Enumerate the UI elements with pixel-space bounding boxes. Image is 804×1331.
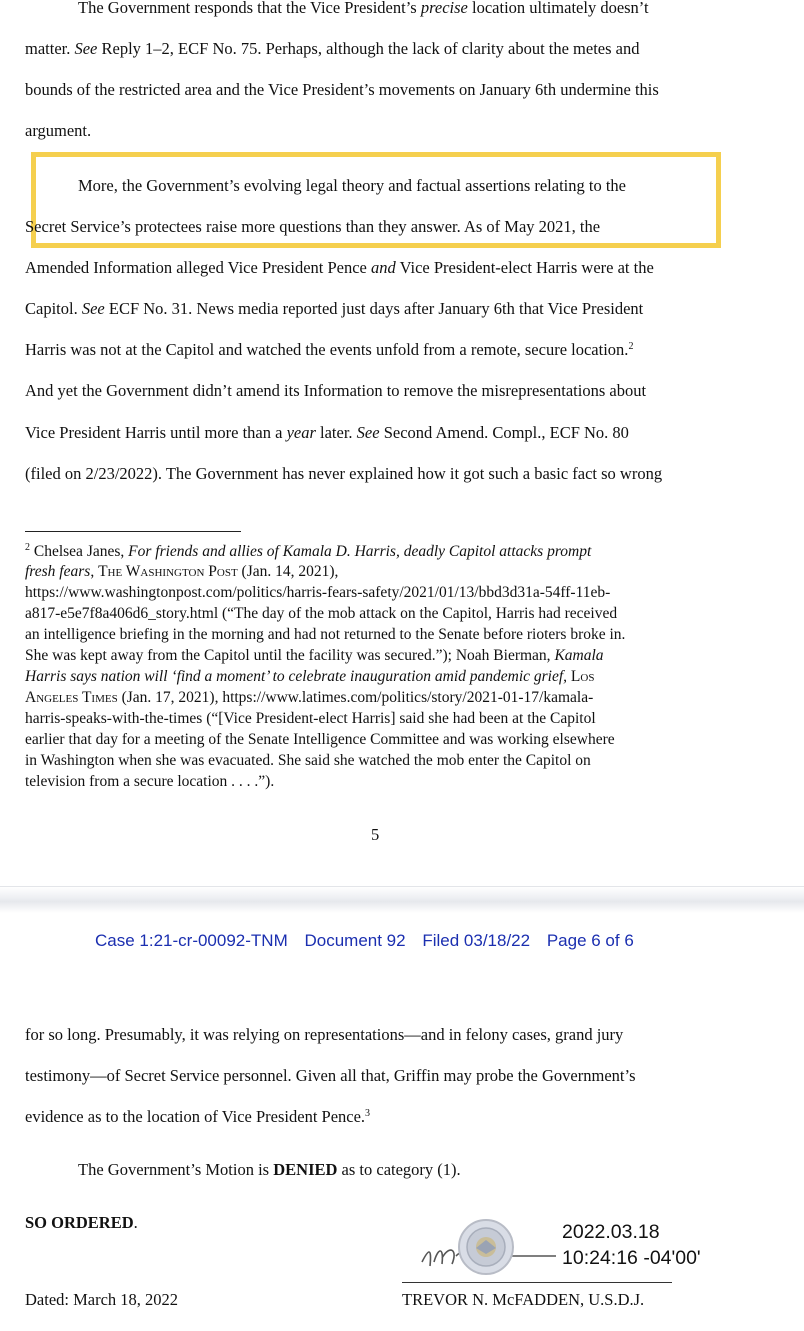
footnote-line: Harris says nation will ‘find a moment’ to celebrate inauguration amid pandemic grief, Los bbox=[25, 668, 595, 685]
filed-date: Filed 03/18/22 bbox=[422, 931, 531, 950]
signature-date: 2022.03.18 bbox=[562, 1221, 660, 1243]
para2-line5: Harris was not at the Capitol and watched the events unfold from a remote, secure location.$^2$ bbox=[25, 340, 634, 359]
para2-line4: Capitol. See ECF No. 31. News media reported just days after January 6th that Vice President bbox=[25, 299, 644, 318]
para2-line1: More, the Government’s evolving legal theory and factual assertions relating to the bbox=[78, 176, 627, 195]
page6-line3: evidence as to the location of Vice President Pence.$^3$ bbox=[25, 1107, 371, 1126]
footnote-line: television from a secure location . . . .”). bbox=[25, 773, 275, 790]
para1-line3: bounds of the restricted area and the Vice President’s movements on January 6th undermine this bbox=[25, 80, 659, 99]
footnote-line: She was kept away from the Capitol until the facility was secured.”); Noah Bierman, Kamala bbox=[25, 647, 604, 664]
footnote-divider bbox=[25, 531, 241, 532]
footnote-line: in Washington when she was evacuated. She said she watched the mob enter the Capitol on bbox=[25, 752, 591, 769]
document-number: Document 92 bbox=[304, 931, 406, 950]
page-separator bbox=[0, 886, 804, 913]
page-number: 5 bbox=[371, 825, 380, 844]
para2-line3: Amended Information alleged Vice President Pence and Vice President-elect Harris were at the bbox=[25, 258, 654, 277]
case-header bbox=[95, 931, 646, 951]
dated-line: Dated: March 18, 2022 bbox=[25, 1290, 179, 1309]
footnote-url-washingtonpost[interactable]: https://www.washingtonpost.com/politics/harris-fears-safety/2021/01/13/bbd3d31a-54ff-11eb- bbox=[25, 584, 611, 601]
para2-line8: (filed on 2/23/2022). The Government has never explained how it got such a basic fact so wrong bbox=[25, 464, 663, 483]
footnote-line: a817-e5e7f8a406d6_story.html (“The day of the mob attack on the Capitol, Harris had received bbox=[25, 605, 618, 622]
footnote-ref-3[interactable]: 3 bbox=[365, 1108, 371, 1119]
signature-time: 10:24:16 -04'00' bbox=[562, 1247, 701, 1269]
page6-line1: for so long. Presumably, it was relying on representations—and in felony cases, grand jury bbox=[25, 1025, 624, 1044]
signature-timestamp bbox=[562, 1219, 701, 1271]
para1-line4: argument. bbox=[25, 121, 92, 140]
para2-line2: Secret Service’s protectees raise more questions than they answer. As of May 2021, the bbox=[25, 217, 601, 236]
so-ordered: SO ORDERED. bbox=[25, 1213, 138, 1232]
footnote-line: earlier that day for a meeting of the Senate Intelligence Committee and was working elsewhere bbox=[25, 731, 615, 748]
footnote-ref-2[interactable]: 2 bbox=[628, 341, 634, 352]
case-number: Case 1:21-cr-00092-TNM bbox=[95, 931, 288, 950]
signature-line bbox=[402, 1282, 672, 1283]
footnote-line: fresh fears, The Washington Post (Jan. 14, 2021), bbox=[25, 563, 339, 580]
para1-line1: The Government responds that the Vice President’s precise location ultimately doesn’t bbox=[78, 0, 649, 17]
para2-line7: Vice President Harris until more than a year later. See Second Amend. Compl., ECF No. 80 bbox=[25, 423, 629, 442]
page-count: Page 6 of 6 bbox=[546, 931, 634, 950]
judge-name: TREVOR N. McFADDEN, U.S.D.J. bbox=[402, 1290, 645, 1309]
para1-line2: matter. See Reply 1–2, ECF No. 75. Perhaps, although the lack of clarity about the metes and bbox=[25, 39, 640, 58]
court-seal-icon bbox=[457, 1218, 515, 1276]
footnote-url-latimes[interactable]: Angeles Times (Jan. 17, 2021), https://www.latimes.com/politics/story/2021-01-17/kamala- bbox=[25, 689, 594, 706]
footnote-line: an intelligence briefing in the morning and had not returned to the Senate before rioters broke in. bbox=[25, 626, 626, 643]
para2-line6: And yet the Government didn’t amend its Information to remove the misrepresentations about bbox=[25, 381, 647, 400]
page6-line2: testimony—of Secret Service personnel. Given all that, Griffin may probe the Government’s bbox=[25, 1066, 636, 1085]
footnote-line: $^2$ Chelsea Janes, For friends and allies of Kamala D. Harris, deadly Capitol attacks prompt bbox=[25, 542, 592, 560]
footnote-line: harris-speaks-with-the-times (“[Vice President-elect Harris] said she had been at the Capitol bbox=[25, 710, 596, 727]
motion-line: The Government’s Motion is DENIED as to category (1). bbox=[78, 1160, 461, 1179]
